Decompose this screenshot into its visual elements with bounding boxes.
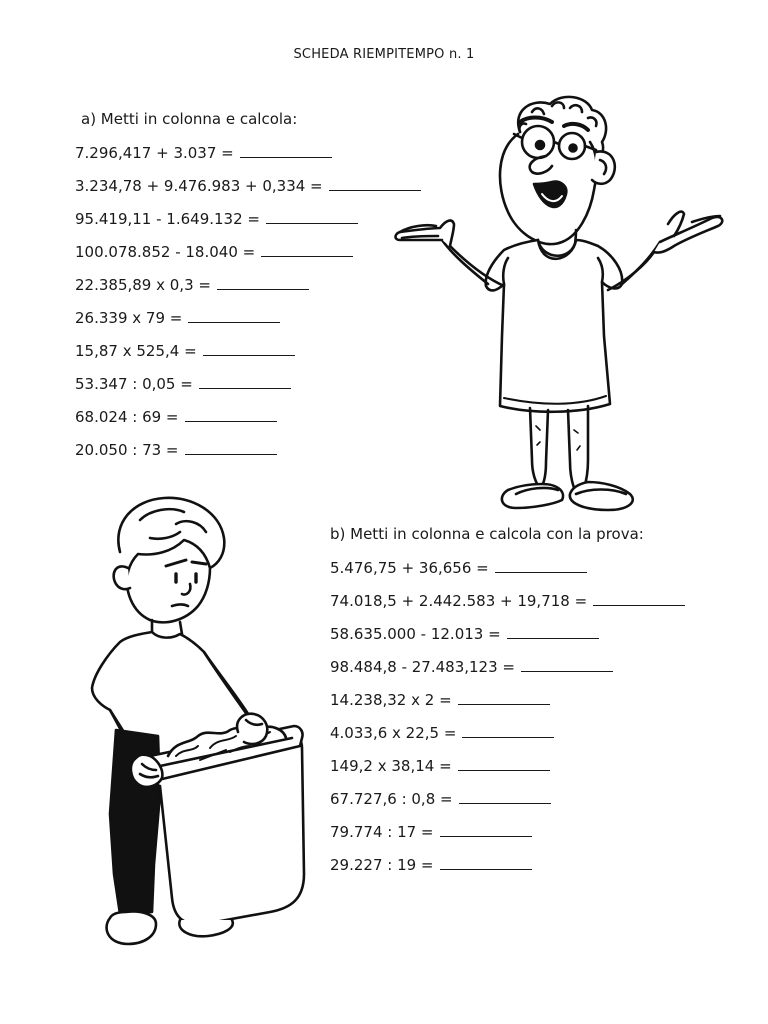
exercise-text: 4.033,6 x 22,5 = — [330, 724, 457, 742]
answer-blank — [217, 275, 309, 290]
exercise-text: 53.347 : 0,05 = — [75, 375, 193, 393]
exercise-text: 3.234,78 + 9.476.983 + 0,334 = — [75, 177, 323, 195]
exercise-text: 29.227 : 19 = — [330, 856, 434, 874]
exercise-line — [75, 407, 421, 440]
exercise-line — [330, 723, 685, 756]
exercise-line — [330, 822, 685, 855]
section-b — [330, 525, 685, 888]
exercise-text: 26.339 x 79 = — [75, 309, 183, 327]
answer-blank — [203, 341, 295, 356]
exercise-text: 100.078.852 - 18.040 = — [75, 243, 256, 261]
man-shrugging-icon — [392, 90, 728, 515]
answer-blank — [458, 690, 550, 705]
exercise-text: 15,87 x 525,4 = — [75, 342, 197, 360]
exercise-text: 7.296,417 + 3.037 = — [75, 144, 234, 162]
exercise-text: 20.050 : 73 = — [75, 441, 179, 459]
exercise-text: 22.385,89 x 0,3 = — [75, 276, 211, 294]
exercise-line — [330, 789, 685, 822]
answer-blank — [266, 209, 358, 224]
exercise-line — [75, 374, 421, 407]
exercise-line — [75, 143, 421, 176]
exercise-text: 5.476,75 + 36,656 = — [330, 559, 489, 577]
exercise-line — [75, 341, 421, 374]
answer-blank — [462, 723, 554, 738]
exercise-line — [330, 591, 685, 624]
answer-blank — [458, 756, 550, 771]
answer-blank — [507, 624, 599, 639]
exercise-line — [330, 690, 685, 723]
boy-with-bin-icon — [80, 494, 320, 964]
exercise-line — [330, 558, 685, 591]
exercise-text: 74.018,5 + 2.442.583 + 19,718 = — [330, 592, 588, 610]
exercise-text: 149,2 x 38,14 = — [330, 757, 452, 775]
exercise-text: 79.774 : 17 = — [330, 823, 434, 841]
answer-blank — [185, 440, 277, 455]
section-a-heading: a) Metti in colonna e calcola: — [81, 110, 298, 128]
exercise-line — [330, 624, 685, 657]
exercise-text: 58.635.000 - 12.013 = — [330, 625, 501, 643]
exercise-text: 67.727,6 : 0,8 = — [330, 790, 453, 808]
answer-blank — [495, 558, 587, 573]
answer-blank — [240, 143, 332, 158]
exercise-text: 98.484,8 - 27.483,123 = — [330, 658, 515, 676]
exercise-line — [330, 855, 685, 888]
answer-blank — [188, 308, 280, 323]
exercise-line — [75, 308, 421, 341]
answer-blank — [440, 822, 532, 837]
answer-blank — [521, 657, 613, 672]
answer-blank — [459, 789, 551, 804]
exercise-text: 14.238,32 x 2 = — [330, 691, 452, 709]
exercise-text: 95.419,11 - 1.649.132 = — [75, 210, 260, 228]
exercise-line — [75, 209, 421, 242]
exercise-line — [75, 275, 421, 308]
exercise-line — [75, 440, 421, 473]
exercise-text: 68.024 : 69 = — [75, 408, 179, 426]
answer-blank — [185, 407, 277, 422]
exercise-line — [330, 657, 685, 690]
answer-blank — [199, 374, 291, 389]
exercise-line — [330, 756, 685, 789]
answer-blank — [593, 591, 685, 606]
exercise-line — [75, 242, 421, 275]
page-title: SCHEDA RIEMPITEMPO n. 1 — [293, 47, 475, 62]
answer-blank — [440, 855, 532, 870]
section-a — [75, 110, 421, 473]
answer-blank — [261, 242, 353, 257]
section-b-heading: b) Metti in colonna e calcola con la prova: — [330, 525, 644, 543]
exercise-line — [75, 176, 421, 209]
